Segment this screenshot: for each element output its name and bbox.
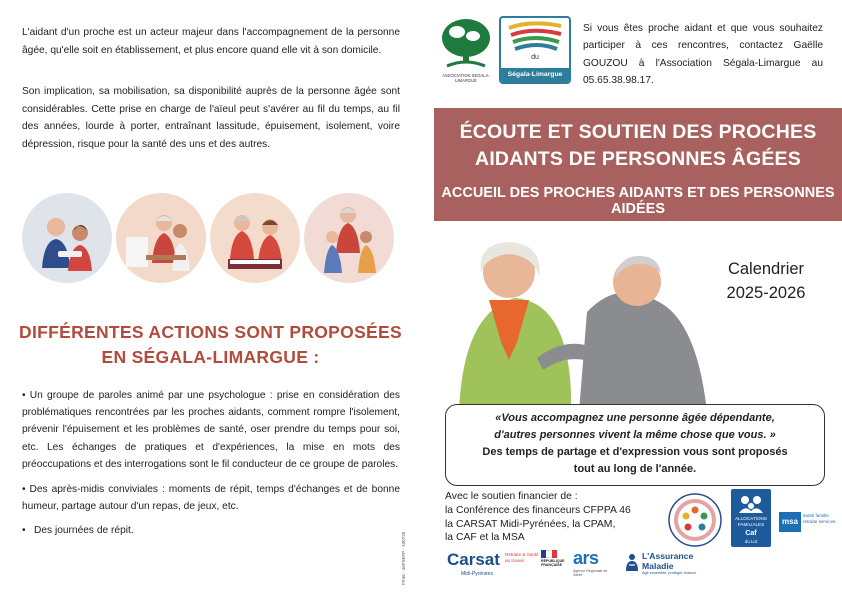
list-item: • Un groupe de paroles animé par une psychologue : prise en considération des problématiques rencontrées par les proches aidants, comment rompre l'isolement, prévenir l'épuisement et les problèmes de santé, oser prendre du temps pour soi, etc. Les échanges de pratiques et d'expériences, la mise en mots des préoccupations et des interrogations sont le fil conducteur de ce groupe de paroles.: [22, 390, 400, 470]
banner-title-line-2: AIDANTS DE PERSONNES ÂGÉES: [475, 148, 801, 170]
illustration-circle-family-icon: [304, 193, 394, 283]
funders-text: [445, 490, 665, 545]
list-item: • Des après-midis conviviales : moments de répit, temps d'échanges et de bonne humeur, partage autour d'un repas, de jeux, etc.: [22, 484, 400, 513]
illustration-circle-music-icon: [210, 193, 300, 283]
caf-label: ALLOCATIONS FAMILIALES: [735, 516, 767, 527]
list-item: [22, 522, 400, 539]
quote-line-2: d'autres personnes vivent la même chose que vous. »: [494, 429, 776, 441]
illustration-circle-sharing-icon: [116, 193, 206, 283]
banner-subtitle: ACCUEIL DES PROCHES AIDANTS ET DES PERSONNES AIDÉES: [441, 185, 835, 217]
assurance-maladie-logo: [624, 552, 714, 578]
msa-tagline: santé famille retraite services: [803, 513, 836, 524]
caf-logo: [731, 489, 771, 547]
illustration-circles: [22, 193, 392, 285]
intro-paragraph-1: L'aidant d'un proche est un acteur majeur dans l'accompagnement de la personne âgée, qu'elle soit en établissement, et plus encore quand elle vit à son domicile.: [22, 27, 400, 56]
association-logo-text: ASSOCIATION SEGALA-LIMARGUE: [442, 73, 490, 83]
segala-limargue-logo: [499, 16, 571, 84]
assurance-maladie-icon: [624, 553, 640, 571]
funders-line-4: la CAF et la MSA: [445, 532, 525, 544]
rf-label: RÉPUBLIQUE FRANÇAISE: [541, 559, 565, 568]
ars-name: ars: [573, 548, 599, 568]
carsat-tagline: Retraite & Santé au travail: [505, 552, 539, 563]
french-flag-icon: [541, 550, 557, 558]
caf-family-icon: [735, 493, 767, 513]
contact-paragraph: Si vous êtes proche aidant et que vous souhaitez participer à ces rencontres, contactez Gaëlle GOUZOU à l'Association Ségala-Limargue au 05.65.38.98.17.: [583, 23, 823, 87]
carsat-logo: [447, 550, 539, 580]
quote-box: [445, 404, 825, 486]
print-reference: FP46 - 46FSEFP - 100725: [401, 531, 406, 585]
colored-stripes-icon: [501, 18, 569, 54]
funders-line-3: la CARSAT Midi-Pyrénées, la CPAM,: [445, 518, 616, 530]
republique-francaise-logo: [541, 550, 571, 576]
title-banner: [434, 108, 842, 221]
funders-line-2: la Conférence des financeurs CFPPA 46: [445, 504, 631, 516]
conference-financeurs-logo: [667, 492, 723, 548]
calendar-heading: [711, 257, 821, 305]
quote-line-3: Des temps de partage et d'expression vous sont proposés: [482, 446, 788, 458]
association-logo: [439, 16, 493, 84]
quote-line-4: tout au long de l'année.: [573, 463, 697, 475]
intro-paragraph-2: Son implication, sa mobilisation, sa disponibilité auprès de la personne âgée sont considérables. Cette prise en charge de l'aïeul peut s'avérer au fil du temps, au fil des années, lourde à porter, entraînant lassitude, épuisement, isolement, voire dépression, risque pour la santé des uns et des autres.: [22, 86, 400, 150]
tree-icon: [439, 16, 493, 72]
actions-list: [22, 387, 400, 540]
bullet-dot: •: [22, 525, 26, 537]
caf-department: du Lot: [744, 539, 758, 544]
actions-title-line-2: EN SÉGALA-LIMARGUE :: [101, 347, 320, 367]
caf-name: Caf: [745, 530, 757, 537]
quote-line-1: «Vous accompagnez une personne âgée dépendante,: [495, 412, 775, 424]
assurance-maladie-name: L'Assurance Maladie: [642, 551, 694, 571]
actions-title-line-1: DIFFÉRENTES ACTIONS SONT PROPOSÉES: [19, 322, 402, 342]
calendar-label: Calendrier: [727, 260, 805, 278]
ars-tagline: Agence Régionale de Santé: [573, 569, 608, 577]
logo-name-text: Ségala-Limargue: [501, 68, 569, 82]
list-item-text: Des journées de répit.: [34, 525, 134, 537]
carsat-name: Carsat: [447, 550, 500, 569]
msa-mark: msa: [779, 512, 801, 532]
logo-du-text: du: [531, 54, 539, 61]
calendar-years: 2025-2026: [726, 284, 806, 302]
msa-logo: [779, 512, 835, 538]
funders-line-1: Avec le soutien financier de :: [445, 491, 578, 502]
illustration-circle-caregiving-icon: [22, 193, 112, 283]
carsat-region: Midi-Pyrénées: [461, 571, 493, 577]
assurance-maladie-tagline: Agir ensemble, protéger chacun: [642, 571, 696, 575]
right-panel: [421, 0, 842, 595]
ars-logo: [573, 548, 613, 578]
banner-title-line-1: ÉCOUTE ET SOUTIEN DES PROCHES: [459, 121, 817, 143]
